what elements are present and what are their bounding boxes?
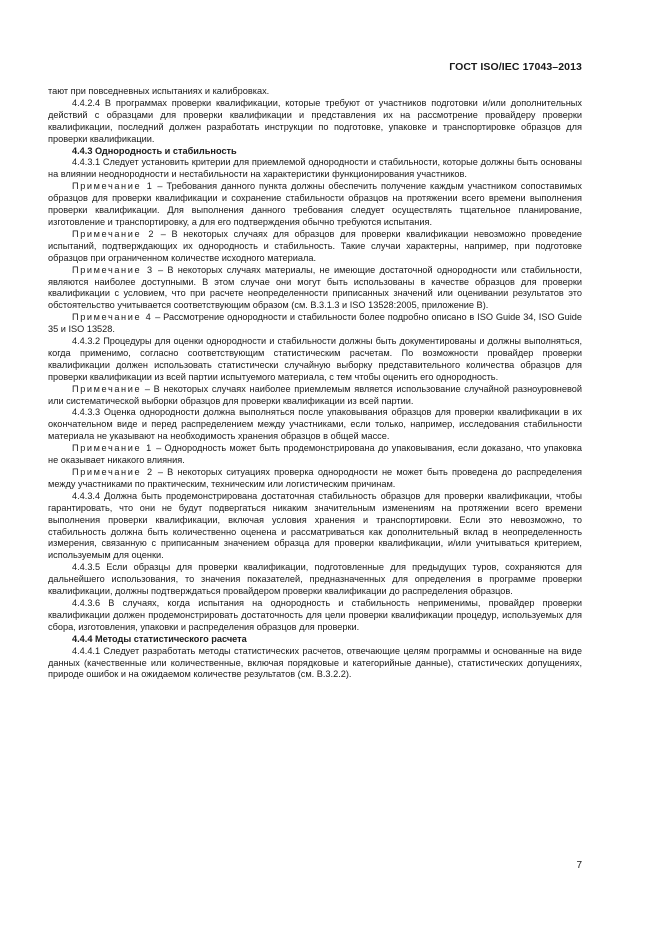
section-heading-4-4-3: 4.4.3 Однородность и стабильность <box>72 145 237 156</box>
paragraph-4-4-3-3: 4.4.3.3 Оценка однородности должна выполняться после упаковывания образцов для проверки квалификации в их окончательном виде и перед распределением между участниками, если только, например, исследования стабильности материала не указывают на необходимость хранения образцов в общей массе. <box>48 407 582 442</box>
note-1 <box>48 443 582 467</box>
note-label: Примечание 1 <box>72 181 154 192</box>
paragraph-4-4-3-2: 4.4.3.2 Процедуры для оценки однородности и стабильности должны быть документированы и должны выполняться, когда применимо, согласно соответствующим статистическим расчетам. По возможности провайдер проверки квалификации должен использовать статистически случайную выборку представительного количества образцов для проверки квалификации из всей партии испытуемого материала, с тем чтобы оценить его однородность. <box>48 336 582 382</box>
paragraph-4-4-3-4: 4.4.3.4 Должна быть продемонстрирована достаточная стабильность образцов для проверки квалификации, чтобы гарантировать, что они не будут подвергаться никаким значительным изменениям на протяжении всего времени выполнения проверки квалификации, включая условия хранения и транспортировки. Если это невозможно, то стабильность должна быть количественно оценена и рассматриваться как дополнительный вклад в неопределенность измерения, связанную с приписанным значением образца для проверки квалификации, и/или учитываться критерием, используемым для оценки. <box>48 490 582 561</box>
paragraph-4-4-3-6: 4.4.3.6 В случаях, когда испытания на однородность и стабильность неприменимы, провайдер проверки квалификации должен продемонстрировать достаточность для цели проверки квалификации процедур, используемых для сбора, изготовления, упаковки и распределения образцов для проверки. <box>48 597 582 632</box>
note-label: Примечание 1 <box>72 443 153 454</box>
paragraph-4-4-3-5: 4.4.3.5 Если образцы для проверки квалификации, подготовленные для предыдущих туров, сохраняются для дальнейшего использования, то значения показателей, предназначенных для определения в программе проверки квалификации, должны подтверждаться провайдером проверки квалификации до распределения образцов. <box>48 562 582 597</box>
note-label: Примечание <box>72 383 142 394</box>
note-1 <box>48 181 582 229</box>
note-text: – В некоторых случаях наиболее приемлемым является использование случайной разноуровневой или систематической выборки образцов для проверки квалификации из всей партии. <box>48 383 582 406</box>
note-label: Примечание 2 <box>72 467 154 477</box>
note-text: – Однородность может быть продемонстрирована до упаковывания, если доказано, что упаковка не оказывает никакого влияния. <box>48 443 583 466</box>
note-text: – В некоторых ситуациях проверка однородности не может быть проведена до распределения между участниками по практическим, техническим или логистическим причинам. <box>48 467 582 489</box>
note-text: – В некоторых случаях материалы, не имеющие достаточной однородности или стабильности, являются наиболее доступными. В этом случае они могут быть использованы в качестве образцов для проверки квалификации с условием, что при расчете неопределенности приписанных значений или оценивании результатов это обстоятельство учитывается соответствующим образом (см. В.3.1.3 и ISO 13528:2005, приложение В). <box>48 264 582 311</box>
note-label: Примечание 4 <box>72 312 153 323</box>
paragraph-4-4-3-1: 4.4.3.1 Следует установить критерии для приемлемой однородности и стабильности, которые должны быть основаны на влиянии неоднородности и нестабильности на характеристики функционирования участников. <box>48 157 582 180</box>
note-text: – Рассмотрение однородности и стабильности более подробно описано в ISO Guide 34, ISO Guide 35 и ISO 13528. <box>48 312 582 335</box>
note-2 <box>48 467 582 491</box>
paragraph-4-4-2-4: 4.4.2.4 В программах проверки квалификации, которые требуют от участников подготовки и/или дополнительных действий с образцами для проверки квалификации и представления их на рассмотрение провайдеру проверки квалификации, последний должен разработать инструкции по подготовке, упаковке и транспортировке образцов для проверки квалификации. <box>48 97 582 144</box>
note-label: Примечание 3 <box>72 264 154 275</box>
document-body <box>48 86 582 681</box>
note-2 <box>48 229 582 265</box>
section-heading-4-4-4: 4.4.4 Методы статистического расчета <box>72 633 247 644</box>
note-text: – Требования данного пункта должны обеспечить получение каждым участником сопоставимых образцов для проверки квалификации и сохранение стабильности образцов на протяжении всего времени выполнения проверки квалификации. Для выполнения данного требования следует осуществлять тщательное планирование, изготовление и транспортировку, а для его подтверждения обычно требуются испытания. <box>48 181 582 227</box>
note-label: Примечание 2 <box>72 228 156 239</box>
document-header: ГОСТ ISO/IEC 17043–2013 <box>449 61 582 73</box>
note-3 <box>48 265 582 313</box>
page-number: 7 <box>576 860 582 871</box>
note-text: – В некоторых случаях для образцов для проверки квалификации невозможно проведение испытаний, подтверждающих их однородность и стабильность. Такие случаи характерны, например, при подготовке образцов при ограниченном количестве исходного материала. <box>48 228 582 263</box>
paragraph-4-4-4-1: 4.4.4.1 Следует разработать методы статистических расчетов, отвечающие целям программы и основанные на виде данных (качественные или количественные, включая порядковые и категорийные данные), статистических допущениях, природе ошибок и на ожидаемом количестве результатов (см. В.3.2.2). <box>48 645 582 680</box>
note-4 <box>48 312 582 336</box>
paragraph-continuation: тают при повседневных испытаниях и калибровках. <box>48 86 270 96</box>
note <box>48 384 582 408</box>
